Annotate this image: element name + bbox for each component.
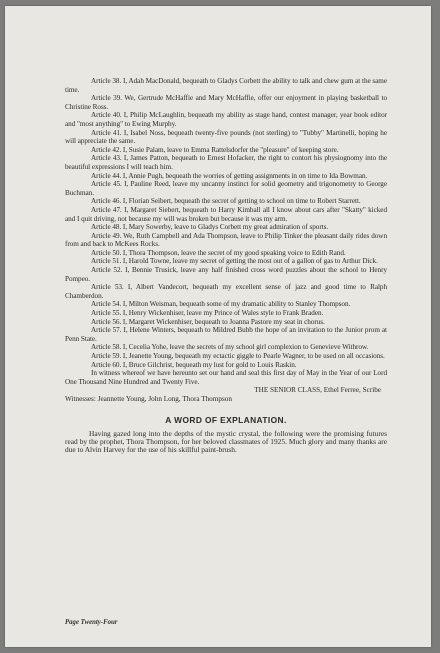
article-paragraph: Article 56. I, Margaret Wickenhiser, bequeath to Joanna Pastore my seat in chorus. (91, 317, 325, 326)
article-paragraph: Article 53. I, Albert Vandecort, bequeath my excellent sense of jazz and good time to Ralph Chamberdon. (65, 283, 387, 300)
explanation-paragraph: Having gazed long into the depths of the mystic crystal, the following were the promising futures read by the prophet, Thora Thompson, for her beloved classmates of 1925. Much glory and many thanks are due to Alvin Harvey for the use of his skillful paint-brush. (65, 428, 387, 455)
article-paragraph: Article 39. We, Gertrude McHaffie and Mary McHaffie, offer our enjoyment in playing basketball to Christine Ross. (65, 94, 387, 111)
article-paragraph: Article 47. I, Margaret Siebert, bequeath to Harry Kimball all I know about cars after "Skatty" kicked and I quit driving, not because my will was broken but because it was my arm. (65, 205, 387, 223)
article-paragraph: Article 50. I, Thora Thompson, leave the secret of my good speaking voice to Edith Rand. (91, 248, 346, 257)
article-paragraph: Article 49. We, Ruth Campbell and Ada Thompson, leave to Philip Tinker the pleasant daily rides down from and back to McKees Rocks. (65, 231, 387, 249)
article-paragraph: Article 44. I, Annie Pugh, bequeath the worries of getting assignments in on time to Ida Bowman. (91, 171, 368, 180)
article-paragraph: In witness whereof we have hereunto set our hand and seal this first day of May in the Year of our Lord One Thousand Nine Hundred and Twenty Five. (65, 369, 387, 386)
article-paragraph: Article 40. I, Philip McLaughlin, bequeath my ability as stage hand, contest manager, year book editor and "most anything" to Ewing Murphy. (65, 111, 387, 128)
article-paragraph: Article 46. I, Florian Seibert, bequeath the secret of getting to school on time to Robert Starrett. (91, 197, 361, 206)
article-paragraph: Article 59. I, Jeanette Young, bequeath my ectactic giggle to Pearle Wagner, to be used on all occasions. (91, 352, 385, 360)
article-paragraph: Article 38. I, Adah MacDonald, bequeath to Gladys Corbett the ability to talk and chew gum at the same time. (65, 77, 387, 94)
article-paragraph: Article 41. I, Isabel Noss, bequeath twenty-five pounds (not sterling) to "Tubby" Martinelli, hoping he will appreciate the same. (65, 128, 387, 146)
article-paragraph: Article 57. I, Helene Winters, bequeath to Mildred Bubb the hope of an invitation to the Junior prom at Penn State. (65, 326, 387, 343)
document-page (5, 6, 431, 647)
article-paragraph: Article 43. I, James Patton, bequeath to Ernest Hofacker, the right to contort his physiognomy into the beautiful expressions I will teach him. (65, 154, 387, 171)
article-paragraph: Article 48. I, Mary Sowerby, leave to Gladys Corbett my great admiration of sports. (91, 223, 329, 232)
article-paragraph: Article 42. I, Susie Palam, leave to Emma Rattelsdorfer the "pleasure" of keeping store. (91, 145, 339, 154)
article-paragraph: Article 58. I, Cecelia Yohe, leave the secrets of my school girl complexion to Genevieve Withrow. (91, 343, 369, 352)
witnesses-line: Witnesses: Jeannette Young, John Long, Thora Thompson (65, 394, 232, 403)
page-content (65, 77, 387, 455)
article-list (65, 77, 387, 386)
article-paragraph: Article 54. I, Milton Weisman, bequeath some of my dramatic ability to Stanley Thompson. (91, 300, 351, 309)
article-paragraph: Article 51. I, Harold Towne, leave my secret of getting the most out of a gallon of gas to Arthur Dick. (91, 257, 378, 266)
article-paragraph: Article 55. I, Henry Wickenhiser, leave my Prince of Wales style to Frank Braden. (91, 309, 324, 318)
page-number: Page Twenty-Four (65, 619, 118, 626)
senior-class-signature: THE SENIOR CLASS, Ethel Ferree, Scribe (254, 386, 381, 395)
article-paragraph: Article 60. I, Bruce Gilchrist, bequeath my lust for gold to Louis Raskin. (91, 360, 297, 369)
article-paragraph: Article 45. I, Pauline Reed, leave my uncanny instinct for solid geometry and trigonometry to George Buchman. (65, 180, 387, 197)
article-paragraph: Article 52. I, Bennie Trusick, leave any half finished cross word puzzles about the school to Henry Pompeo. (65, 266, 387, 283)
section-heading: A WORD OF EXPLANATION. (165, 414, 287, 425)
